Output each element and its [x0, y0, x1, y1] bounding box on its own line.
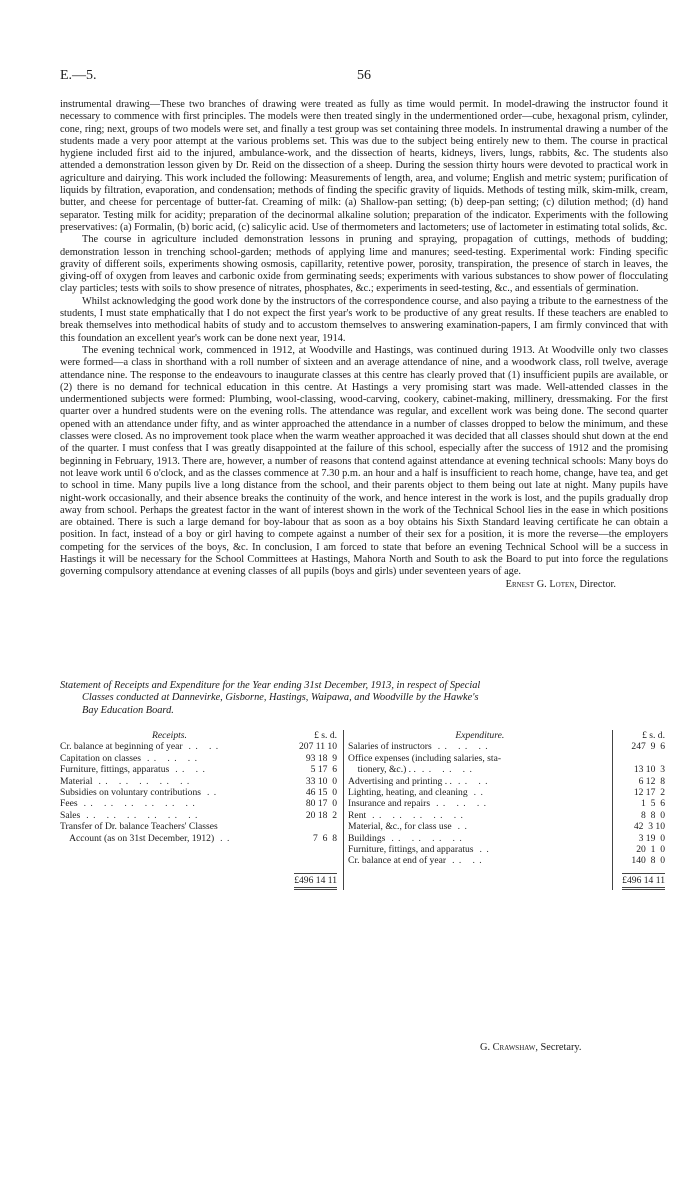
secretary-signature [480, 1042, 582, 1053]
table-row [60, 833, 668, 844]
receipt-label-text: Fees [60, 798, 78, 810]
expenditure-label-text: Lighting, heating, and cleaning [348, 787, 468, 799]
expenditure-label [344, 821, 613, 832]
expenditure-amount-text: 6 12 8 [638, 775, 665, 787]
leader-dots: . . . . [452, 855, 483, 867]
receipt-label [60, 741, 279, 752]
receipt-amount [279, 833, 344, 844]
receipt-label-text: Account (as on 31st December, 1912) [60, 832, 215, 844]
expenditure-label-text: Cr. balance at end of year [348, 855, 447, 867]
expenditure-amount [612, 776, 668, 787]
receipt-amount-text: 46 15 0 [305, 787, 338, 799]
receipt-label-text: Sales [60, 809, 81, 821]
receipt-amount [279, 821, 344, 832]
expenditure-amount-text: 247 9 6 [631, 741, 665, 753]
total-receipts: £496 14 11 [294, 873, 337, 890]
table-row [60, 844, 668, 855]
page-header [60, 68, 668, 86]
expenditure-label [344, 833, 613, 844]
leader-dots: . . . . . . . . . . [372, 809, 464, 821]
paragraph-evening-technical: The evening technical work, commenced in 1912, at Woodville and Hastings, was continued during 1913. At Woodville only two classes were formed—a class in shorthand with a roll number of sixteen and an average attendance of nine, and a woodwork class, roll twelve, average attendance nine. The response to the endeavours to inaugurate classes at this centre has clearly proved that (1) insufficient pupils are available, or (2) there is no demand for technical education in this centre. At Hastings a very promising start was made. Well-attended classes in the undermentioned subjects were formed: Plumbing, wool-classing, wood-carving, cookery, cabinet-making, millinery, dressmaking. For the first quarter over a hundred students were on the evening rolls. The attendance was regular, and excellent work was being done. The second quarter opened with an attendance under fifty, and as winter approached the attendance in a number of classes dropped to below the minimum, and these classes were closed. As no improvement took place when the warm weather approached it was decided that all classes should shut down at the end of the quarter. I must confess that I was greatly disappointed at the failure of this school, especially after the success of 1912 and the promising beginning in February, 1913. There are, however, a number of reasons that contend against attendance at evening technical schools: Many boys do not leave work until 6 o'clock, and as the classes commence at 7.30 p.m. an hour and a half is insufficient to reach home, change, have tea, and get to school in time. Many pupils live a long distance from the school, and their parents object to them being out late at night. Many pupils have night-work occasionally, and their absence breaks the continuity of the work, and hence interest in the work is lost, and the pupils gradually drop away from school. Perhaps the greatest factor in the want of interest shown in the work of the Technical School lies in the ease in which positions are obtained. There is such a large demand for boy-labour that as soon as a boy obtains his Sixth Standard leaving certificate he can obtain a position. In fact, instead of a boy or girl having to compete against a number of their sex for a position, it is more the reverse—the employers competing for the services of the boys, &c. In conclusion, I am forced to state that before an evening Technical School will be a success in Hastings it will be necessary for the School Committees at Hastings, Mahora North and South to ask the Board to put into force the regulations governing compulsory attendance at evening classes of all pupils (boys and girls) under seventeen years of age. [60, 344, 668, 578]
expenditure-header: Expenditure. [344, 730, 613, 741]
leader-dots: . . . . [175, 764, 206, 776]
expenditure-label-text: Material, &c., for class use [348, 821, 452, 833]
table-row [60, 764, 668, 775]
table-row [60, 798, 668, 809]
expenditure-amount [612, 810, 668, 821]
receipt-amount-text: 207 11 10 [299, 741, 338, 753]
expenditure-label-text: Rent [348, 809, 367, 821]
receipt-label [60, 810, 279, 821]
receipt-label [60, 764, 279, 775]
total-expenditure: £496 14 11 [622, 873, 665, 890]
receipts-lsd-header: £ s. d. [314, 730, 338, 741]
receipt-label [60, 776, 279, 787]
statement-title-line3: Bay Education Board. [82, 704, 174, 716]
paragraph-drawing-hygiene: instrumental drawing—These two branches of drawing were treated as fully as time would permit. In model-drawing the instructor found it necessary to commence with first principles. The models were then treated singly in the undermentioned order—cube, hexagonal prism, cylinder, cone, ring; next, groups of two models were set, and finally a test group was set containing three models. In instrumental drawing a number of the students made a very poor attempt at the various problems set. This was due to the subject being entirely new to them. The course in practical hygiene included first aid to the injured, ambulance-work, and the dissection of hearts, kidneys, livers, lungs, rabbits, &c. The students also attended a demonstration lesson given by Dr. Reid on the dissection of a sheep. During the session thirty hours were devoted to practical work in agriculture and dairying. This work included the following: Measurements of length, area, and volume; English and metric system; purification of liquids by filtration, evaporation, and condensation; methods of finding the specific gravity of liquids. Methods of testing milk, skim-milk, cream, butter, and cheese for percentage of butter-fat. Creaming of milk: (a) Shallow-pan setting; (b) deep-pan setting; (c) dilution method; (d) hand separator. Testing milk for acidity; preparation of the decinormal alkaline solution; preparation of the indicator. Experiments with the following preservatives: (a) Formalin, (b) boric acid, (c) salicylic acid. Use of thermometers and lactometers; use of lactometer in estimating total solids, &c. [60, 99, 668, 233]
table-row [60, 753, 668, 764]
receipt-label-text: Subsidies on voluntary contributions [60, 787, 201, 799]
expenditure-amount-text: 12 17 2 [633, 787, 665, 799]
leader-dots: . . . . [457, 775, 489, 787]
expenditure-label [344, 844, 613, 855]
receipt-label-text: Cr. balance at beginning of year [60, 741, 183, 753]
expenditure-amount-text: 42 3 10 [633, 821, 665, 833]
leader-dots: . . [220, 832, 231, 844]
report-body [60, 99, 668, 591]
expenditure-label [344, 798, 613, 809]
table-row [60, 741, 668, 752]
expenditure-label [344, 764, 613, 775]
statement-title-line1: Statement of Receipts and Expenditure for the Year ending 31st December, 1913, in respect of Special [60, 680, 481, 691]
director-title: , Director. [574, 578, 616, 590]
receipt-amount [279, 810, 344, 821]
expenditure-amount [612, 844, 668, 855]
expenditure-label-text: tionery, &c.) . . [348, 764, 416, 776]
expenditure-label [344, 741, 613, 752]
receipt-amount [279, 787, 344, 798]
expenditure-amount [612, 787, 668, 798]
receipt-label-text: Material [60, 775, 93, 787]
expenditure-lsd-header: £ s. d. [612, 730, 668, 741]
leader-dots: . . [457, 821, 468, 833]
expenditure-amount [612, 821, 668, 832]
receipt-amount [279, 764, 344, 775]
leader-dots: . . . . . . . . . . . . [86, 809, 199, 821]
expenditure-label-text: Insurance and repairs [348, 798, 431, 810]
leader-dots: . . . . . . . . . . [98, 775, 191, 787]
expenditure-amount-text: 8 8 0 [641, 809, 665, 821]
receipt-amount [279, 776, 344, 787]
receipt-label [60, 798, 279, 809]
expenditure-amount [612, 798, 668, 809]
leader-dots: . . [206, 787, 218, 799]
expenditure-label [344, 776, 613, 787]
table-row [60, 787, 668, 798]
receipt-label [60, 844, 279, 855]
table-row [60, 855, 668, 866]
expenditure-label-text: Buildings [348, 832, 386, 844]
paragraph-correspondence: Whilst acknowledging the good work done by the instructors of the correspondence course, and also paying a tribute to the earnestness of the students, I must state emphatically that I do not expect the first year's work to be productive of any great results. If these teachers are enabled to break themselves into methodical habits of study and to accustom themselves to answering examination-papers, I am firmly convinced that with this foundation an excellent year's work can be done next year, 1914. [60, 295, 668, 344]
receipt-amount-text: 33 10 0 [305, 775, 338, 787]
leader-dots: . . . . . . [437, 741, 489, 753]
statement-title [60, 680, 668, 717]
receipt-amount [279, 855, 344, 866]
receipt-label [60, 753, 279, 764]
receipt-label-text: Transfer of Dr. balance Teachers' Classes [60, 821, 218, 833]
expenditure-amount [612, 764, 668, 775]
expenditure-amount [612, 833, 668, 844]
expenditure-label-text: Advertising and printing . . [348, 775, 452, 787]
receipt-amount-text: 20 18 2 [305, 809, 338, 821]
receipts-expenditure-table [60, 730, 668, 890]
expenditure-amount [612, 855, 668, 866]
director-signature [60, 579, 668, 591]
expenditure-amount [612, 753, 668, 764]
receipt-amount-text: 5 17 6 [310, 764, 338, 776]
expenditure-label-text: Office expenses (including salaries, sta- [348, 752, 502, 764]
table-row [60, 810, 668, 821]
table-header-row [60, 730, 668, 741]
expenditure-amount-text: 13 10 3 [633, 764, 665, 776]
totals-row [60, 867, 668, 890]
expenditure-amount-text: 3 19 0 [638, 832, 665, 844]
leader-dots: . . . . . . [147, 752, 198, 764]
document-reference: E.—5. [60, 68, 97, 83]
secretary-name: G. Crawshaw [480, 1042, 536, 1053]
receipt-label [60, 821, 279, 832]
expenditure-amount-text: 20 1 0 [636, 844, 665, 856]
receipt-amount [279, 753, 344, 764]
expenditure-label [344, 855, 613, 866]
receipt-label-text: Capitation on classes [60, 752, 141, 764]
director-name: Ernest G. Loten [505, 578, 575, 590]
leader-dots: . . . . . . . . [391, 832, 463, 844]
leader-dots: . . . . . . . . . . . . [83, 798, 196, 810]
receipt-amount [279, 798, 344, 809]
receipts-header: Receipts. [152, 730, 187, 741]
receipt-amount [279, 844, 344, 855]
receipt-label [60, 855, 279, 866]
leader-dots: . . . . . . [421, 764, 473, 776]
receipt-label [60, 787, 279, 798]
expenditure-label [344, 787, 613, 798]
leader-dots: . . . . [188, 741, 220, 753]
expenditure-label [344, 810, 613, 821]
paragraph-agriculture: The course in agriculture included demonstration lessons in pruning and spraying, propagation of cuttings, methods of budding; demonstration lesson in trenching school-garden; methods of applying lime and manures; seed-testing. Experimental work: Finding specific gravity of different soils, experiments showing osmosis, capillarity, retentive power, porosity, transpiration, the presence of starch in leaves, the giving-off of oxygen from leaves and carbonic oxide from germinating seeds; experiments with various substances to show power of flocculating clay particles; tests with soils to show presence of nitrates, phosphates, &c.; experiments in seed-testing, &c., and essentials of germination. [60, 234, 668, 295]
statement-title-line2: Classes conducted at Dannevirke, Gisborne, Hastings, Waipawa, and Woodville by the Hawke's [82, 692, 479, 704]
secretary-title: , Secretary. [535, 1042, 582, 1053]
table-row [60, 821, 668, 832]
leader-dots: . . [479, 844, 490, 856]
expenditure-label-text: Furniture, fittings, and apparatus [348, 844, 474, 856]
receipt-amount [279, 741, 344, 752]
expenditure-amount [612, 741, 668, 752]
expenditure-amount-text: 140 8 0 [631, 855, 665, 867]
page-number: 56 [357, 68, 371, 83]
receipt-amount-text: 93 18 9 [305, 752, 338, 764]
leader-dots: . . [473, 787, 484, 799]
expenditure-label [344, 753, 613, 764]
receipt-label-text: Furniture, fittings, apparatus [60, 764, 170, 776]
receipt-amount-text: 80 17 0 [305, 798, 338, 810]
receipt-label [60, 833, 279, 844]
table-row [60, 776, 668, 787]
expenditure-label-text: Salaries of instructors [348, 741, 432, 753]
receipt-amount-text: 7 6 8 [313, 832, 338, 844]
expenditure-amount-text: 1 5 6 [641, 798, 665, 810]
leader-dots: . . . . . . [436, 798, 488, 810]
